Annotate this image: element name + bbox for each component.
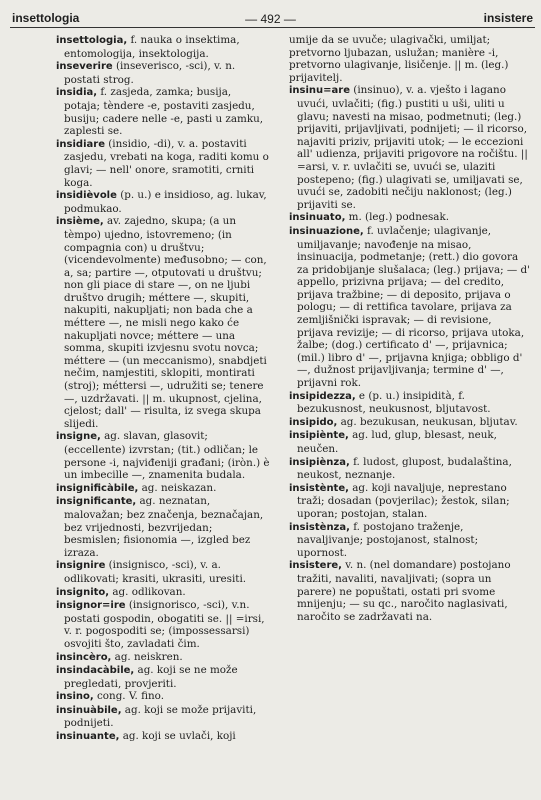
dictionary-entry bbox=[289, 456, 530, 482]
dictionary-entry bbox=[56, 482, 270, 496]
entry-definition: ag. neznatan, malovažan; bez značenja, beznačajan, bez vrijednosti, bezvrijedan; besmislen; fisionomia —, izgled bez izraza. bbox=[64, 495, 264, 559]
entry-definition: ag. koji se ne može pregledati, provjeriti. bbox=[64, 664, 238, 690]
entry-definition: (insignisco, -sci), v. a. odlikovati; krasiti, ukrasiti, uresiti. bbox=[64, 559, 247, 585]
entry-definition: (insinuo), v. a. vješto i lagano uvući, uvlačiti; (fig.) pustiti u uši, uliti u glavu; navesti na misao, podmetnuti; (leg.) prijaviti, prijavljivati, podnijeti; — il ricorso, najaviti priziv, prijaviti utok; — le eccezioni all' udienza, prijaviti prigovore na ročištu. || =arsi, v. r. uvlačiti se, uvući se, ulaziti postepeno; (fig.) ulagivati se, umiljavati se, uvući se, zadobiti nečiju naklonost; (leg.) prijaviti se. bbox=[297, 84, 528, 211]
entry-headword: insidièvole bbox=[56, 190, 117, 202]
entry-headword: insipidezza, bbox=[289, 390, 356, 402]
dictionary-entry bbox=[56, 495, 270, 559]
entry-definition: f. nauka o insektima, entomologija, insektologija. bbox=[64, 34, 240, 60]
dictionary-entry bbox=[289, 84, 530, 211]
entry-definition: (inseverisco, -sci), v. n. postati strog. bbox=[64, 60, 236, 86]
entry-definition: ag. koji se uvlači, koji bbox=[119, 730, 236, 743]
dictionary-entry bbox=[56, 215, 270, 430]
entry-definition: (insignorisco, -sci), v.n. postati gospodin, obogatiti se. || =irsi, v. r. pogospoditi se; (impossessarsi) osvojiti što, zavladati čim. bbox=[64, 599, 265, 650]
entry-headword: insipido, bbox=[289, 416, 338, 428]
entry-headword: insignificàbile, bbox=[56, 482, 139, 494]
entry-definition: av. zajedno, skupa; (a un tèmpo) ujedno, istovremeno; (in compagnia con) u društvu; (vicendevolmente) međusobno; — con, a, sa; partire —, otputovati u društvu; non gli piace di stare —, on ne ljubi društvo drugih; méttere —, skupiti, nakupiti, nakupljati; non bada che a méttere —, ne misli nego kako će nakupljati novce; méttere — una somma, skupiti izvjesnu svotu novca; méttere — (un meccanismo), snabdjeti nečim, namjestiti, sklopiti, montirati (stroj); méttersi —, udružiti se; tenere —, uzdržavati. || m. ukupnost, cjelina, cjelost; dall' — risulta, iz svega skupa slijedi. bbox=[64, 215, 267, 430]
entry-headword: insidia, bbox=[56, 87, 98, 99]
entry-headword: insipiènza, bbox=[289, 456, 350, 468]
entry-definition: cong. V. fino. bbox=[93, 690, 165, 703]
left-running-headword: insettologia bbox=[12, 11, 80, 25]
entry-headword: insinuazione, bbox=[289, 225, 364, 237]
entry-headword: insignificante, bbox=[56, 496, 137, 508]
page-header bbox=[0, 0, 541, 30]
entry-definition: ag. odlikovan. bbox=[109, 585, 186, 598]
entry-definition: (p. u.) e insidioso, ag. lukav, podmukao. bbox=[64, 189, 267, 215]
entry-definition: f. ludost, glupost, budalaština, neukost, neznanje. bbox=[297, 455, 512, 482]
entry-headword: insindacàbile, bbox=[56, 665, 135, 677]
dictionary-entry bbox=[289, 416, 530, 430]
entry-headword: insistènza, bbox=[289, 521, 350, 533]
entry-headword: insidiare bbox=[56, 138, 105, 150]
entry-definition: ag. neiskren. bbox=[111, 650, 183, 663]
dictionary-entry bbox=[56, 86, 270, 137]
entry-headword: insinuante, bbox=[56, 731, 120, 743]
entry-definition: e (p. u.) insipidità, f. bezukusnost, neukusnost, bljutavost. bbox=[297, 389, 491, 416]
dictionary-entry bbox=[289, 225, 530, 390]
dictionary-entry bbox=[56, 430, 270, 481]
entry-headword: insigne, bbox=[56, 431, 101, 443]
entry-definition: ag. lud, glup, blesast, neuk, neučen. bbox=[297, 429, 497, 455]
dictionary-entry bbox=[289, 429, 530, 455]
right-column bbox=[289, 34, 530, 792]
entry-headword: insinu=are bbox=[289, 85, 351, 97]
header-rule bbox=[10, 27, 535, 28]
entry-headword: inseverire bbox=[56, 61, 113, 73]
dictionary-entry bbox=[56, 586, 270, 600]
page-number: — 492 — bbox=[245, 12, 296, 26]
left-column bbox=[56, 34, 270, 792]
dictionary-entry bbox=[56, 651, 270, 665]
entry-headword: insignito, bbox=[56, 586, 110, 598]
continued-entry-text: umije da se uvuče; ulagivački, umiljat; pretvorno ljubazan, uslužan; manière -i, pretvorno ulagivanje, lisičenje. || m. (leg.) prijavitelj. bbox=[289, 34, 509, 84]
dictionary-entry bbox=[56, 559, 270, 585]
dictionary-entry bbox=[56, 599, 270, 650]
entry-headword: insistere, bbox=[289, 560, 342, 572]
entry-headword: insignor=ire bbox=[56, 600, 126, 612]
dictionary-entry bbox=[56, 704, 270, 730]
entry-headword: insinuàbile, bbox=[56, 704, 122, 716]
entry-headword: insincèro, bbox=[56, 651, 112, 663]
entry-definition: m. (leg.) podnesak. bbox=[345, 211, 450, 224]
entry-definition: ag. neiskazan. bbox=[138, 481, 217, 494]
dictionary-entry bbox=[289, 559, 530, 623]
entry-definition: ag. bezukusan, neukusan, bljutav. bbox=[337, 415, 518, 428]
entry-headword: insino, bbox=[56, 691, 94, 703]
entry-definition: f. postojano traženje, navaljivanje; postojanost, stalnost; upornost. bbox=[297, 520, 479, 559]
entry-definition: ag. slavan, glasovit; (eccellente) izvrstan; (tit.) odličan; le persone -i, najviđeniji građani; (iròn.) è un imbecille —, znamenita budala. bbox=[64, 430, 270, 482]
entry-headword: insistènte, bbox=[289, 482, 349, 494]
entry-headword: insipiènte, bbox=[289, 430, 349, 442]
entry-definition: f. zasjeda, zamka; busija, potaja; tèndere -e, postaviti zasjedu, busiju; cadere nelle -e, pasti u zamku, zaplesti se. bbox=[64, 86, 264, 138]
dictionary-entry bbox=[56, 730, 270, 744]
entry-definition: ag. koji se može prijaviti, podnijeti. bbox=[64, 703, 257, 730]
entry-headword: insettologia, bbox=[56, 35, 128, 46]
entry-definition: ag. koji navaljuje, neprestano traži; dosadan (povjerilac); žestok, silan; uporan; postojan, stalan. bbox=[297, 481, 510, 520]
entry-definition: f. uvlačenje; ulagivanje, umiljavanje; navođenje na misao, insinuacija, podmetanje; (rett.) dio govora za pridobijanje slušalaca; (leg.) prijava; — d' appello, prizivna prijava; — del credito, prijava tražbine; — di deposito, prijava o pologu; — di rettifica tavolare, prijava za zemljišnički ispravak; — di revisione, prijava revizije; — di ricorso, prijava utoka, žalbe; (dog.) certificato d' —, prijavnica; (mil.) libro d' —, prijavna knjiga; obbligo d' —, dužnost prijavljivanja; termine d' —, prijavni rok. bbox=[297, 224, 530, 390]
dictionary-entry bbox=[56, 664, 270, 690]
dictionary-entry bbox=[56, 60, 270, 86]
entry-definition: v. n. (nel domandare) postojano tražiti, navaliti, navaljivati; (sopra un parere) ne popuštati, ostati pri svome mnijenju; — su qc., naročito naglasivati, naročito se zadržavati na. bbox=[297, 559, 511, 623]
dictionary-entry bbox=[289, 521, 530, 560]
entry-headword: insignire bbox=[56, 560, 106, 572]
entry-headword: insième, bbox=[56, 216, 104, 228]
entry-headword: insinuato, bbox=[289, 212, 346, 224]
dictionary-entry bbox=[56, 138, 270, 189]
dictionary-entry bbox=[289, 211, 530, 225]
dictionary-entry bbox=[56, 34, 270, 60]
dictionary-entry bbox=[56, 189, 270, 215]
entry-definition: (insidio, -di), v. a. postaviti zasjedu, vrebati na koga, raditi komu o glavi; — nell' onore, sramotiti, crniti koga. bbox=[64, 137, 269, 189]
dictionary-entry bbox=[289, 390, 530, 416]
dictionary-entry bbox=[289, 482, 530, 521]
dictionary-entry bbox=[56, 690, 270, 704]
right-running-headword: insistere bbox=[483, 11, 533, 25]
